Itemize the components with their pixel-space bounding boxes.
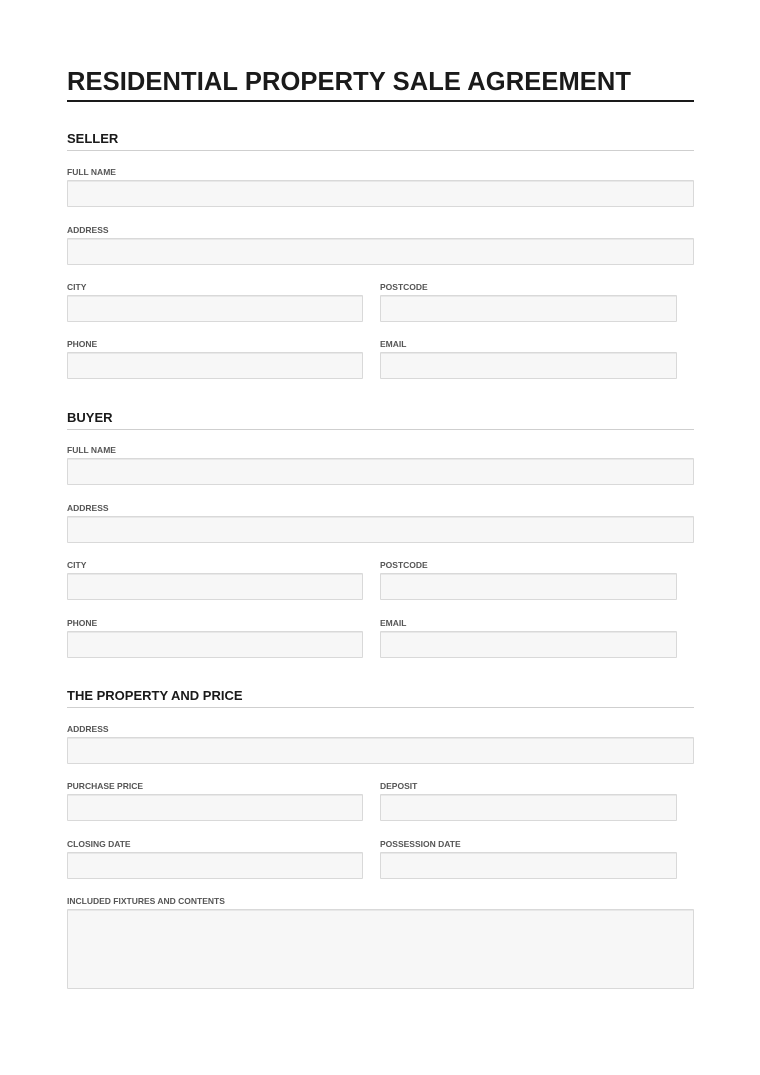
seller-address-label: ADDRESS — [67, 225, 109, 235]
seller-email-label: EMAIL — [380, 339, 407, 349]
buyer-full-name-field[interactable] — [67, 458, 694, 485]
seller-postcode-label: POSTCODE — [380, 282, 428, 292]
seller-full-name-label: FULL NAME — [67, 167, 116, 177]
seller-city-field[interactable] — [67, 295, 363, 322]
fixtures-label: INCLUDED FIXTURES AND CONTENTS — [67, 896, 225, 906]
buyer-phone-field[interactable] — [67, 631, 363, 658]
property-address-field[interactable] — [67, 737, 694, 764]
possession-date-field[interactable] — [380, 852, 677, 879]
document-title: RESIDENTIAL PROPERTY SALE AGREEMENT — [67, 68, 632, 96]
seller-postcode-field[interactable] — [380, 295, 677, 322]
property-section-divider — [67, 707, 694, 708]
property-address-label: ADDRESS — [67, 724, 109, 734]
property-section-heading: THE PROPERTY AND PRICE — [67, 688, 243, 703]
fixtures-textarea[interactable] — [67, 909, 694, 989]
seller-section-heading: SELLER — [67, 131, 119, 146]
closing-date-label: CLOSING DATE — [67, 839, 131, 849]
buyer-city-label: CITY — [67, 560, 87, 570]
seller-phone-field[interactable] — [67, 352, 363, 379]
title-divider — [67, 100, 694, 102]
buyer-postcode-label: POSTCODE — [380, 560, 428, 570]
seller-phone-label: PHONE — [67, 339, 98, 349]
buyer-section-divider — [67, 429, 694, 430]
buyer-full-name-label: FULL NAME — [67, 445, 116, 455]
buyer-section-heading: BUYER — [67, 410, 113, 425]
deposit-label: DEPOSIT — [380, 781, 418, 791]
possession-date-label: POSSESSION DATE — [380, 839, 461, 849]
deposit-field[interactable] — [380, 794, 677, 821]
seller-address-field[interactable] — [67, 238, 694, 265]
purchase-price-field[interactable] — [67, 794, 363, 821]
buyer-email-field[interactable] — [380, 631, 677, 658]
buyer-phone-label: PHONE — [67, 618, 98, 628]
buyer-postcode-field[interactable] — [380, 573, 677, 600]
buyer-address-field[interactable] — [67, 516, 694, 543]
buyer-city-field[interactable] — [67, 573, 363, 600]
seller-section-divider — [67, 150, 694, 151]
seller-email-field[interactable] — [380, 352, 677, 379]
closing-date-field[interactable] — [67, 852, 363, 879]
purchase-price-label: PURCHASE PRICE — [67, 781, 144, 791]
seller-full-name-field[interactable] — [67, 180, 694, 207]
buyer-email-label: EMAIL — [380, 618, 407, 628]
seller-city-label: CITY — [67, 282, 87, 292]
buyer-address-label: ADDRESS — [67, 503, 109, 513]
